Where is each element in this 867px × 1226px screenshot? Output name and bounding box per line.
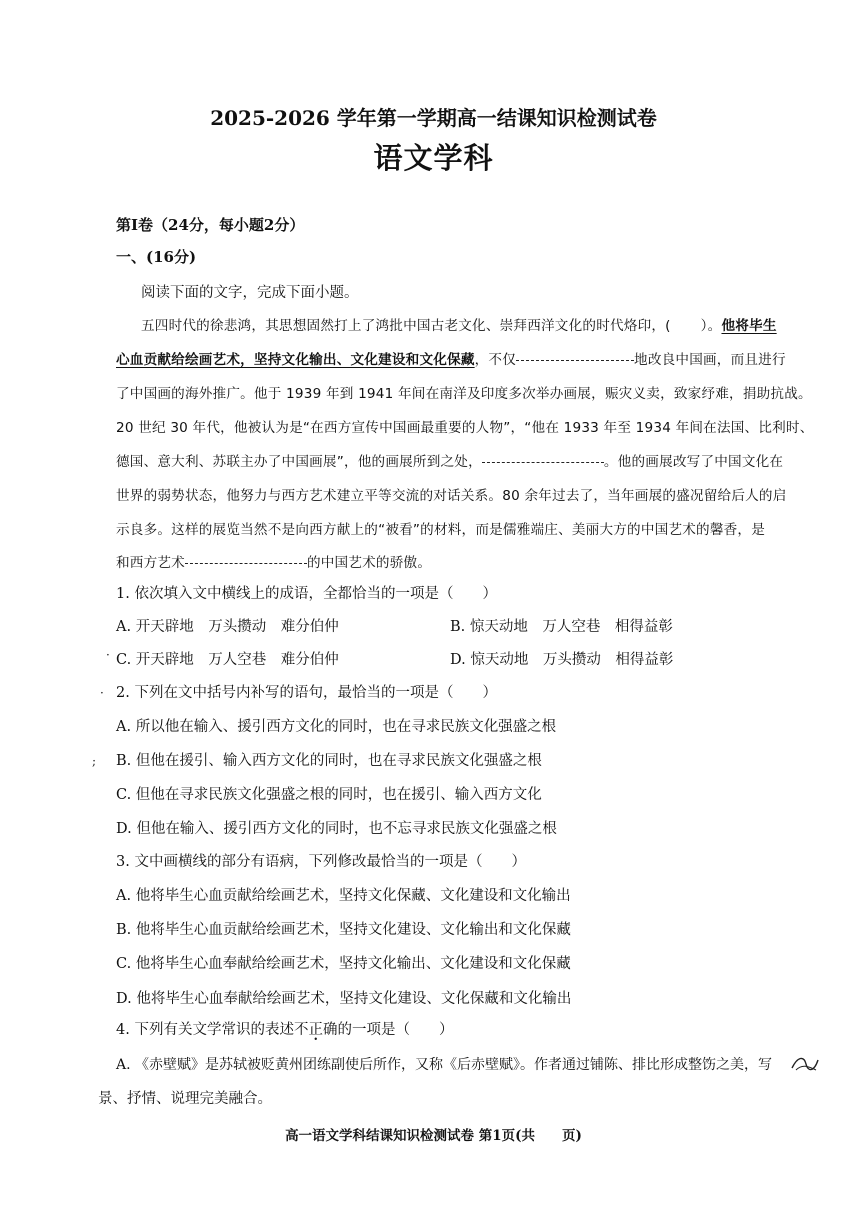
- volume-heading: 第Ⅰ卷（24分，每小题2分）: [116, 216, 305, 234]
- passage-line-7: 示良多。这样的展览当然不是向西方献上的“被看”的材料，而是儒雅端庄、美丽大方的中国艺术的馨香，是: [116, 522, 765, 538]
- fill-blank-2: [482, 461, 604, 463]
- passage-text: 。他的画展改写了中国文化在: [603, 454, 784, 470]
- question-1-option-a: A. 开天辟地 万头攒动 难分伯仲: [116, 619, 339, 635]
- passage-text: ，不仅: [474, 352, 517, 368]
- question-2-option-d: D. 但他在输入、援引西方文化的同时，也不忘寻求民族文化强盛之根: [116, 821, 557, 837]
- passage-text: 德国、意大利、苏联主办了中国画展”，他的画展所到之处，: [116, 454, 482, 470]
- passage-text: 地改良中国画，而且进行: [634, 352, 786, 368]
- underlined-sentence: 心血贡献给绘画艺术，坚持文化输出、文化建设和文化保藏: [116, 352, 475, 368]
- fill-blank-1: [516, 359, 634, 361]
- passage-line-8: [116, 551, 431, 571]
- question-2-option-b: B. 但他在援引、输入西方文化的同时，也在寻求民族文化强盛之根: [116, 753, 542, 769]
- question-3-option-a: A. 他将毕生心血贡献给绘画艺术，坚持文化保藏、文化建设和文化输出: [116, 888, 571, 904]
- passage-line-5: [116, 450, 783, 470]
- part-heading: 一、(16分): [116, 248, 197, 266]
- question-1-stem: 1. 依次填入文中横线上的成语，全都恰当的一项是（ ）: [116, 586, 497, 602]
- passage-paren-close: ）。: [700, 318, 722, 334]
- question-3-stem: 3. 文中画横线的部分有语病，下列修改最恰当的一项是（ ）: [116, 854, 526, 870]
- question-2-stem: 2. 下列在文中括号内补写的语句，最恰当的一项是（ ）: [116, 685, 497, 701]
- question-4-stem-text: 的一项是（ ）: [337, 1022, 454, 1038]
- passage-text: 五四时代的徐悲鸿，其思想固然打上了鸿批中国古老文化、崇拜西洋文化的时代烙印，(: [141, 318, 671, 334]
- question-1-option-d: D. 惊天动地 万头攒动 相得益彰: [450, 652, 674, 668]
- passage-text: 和西方艺术: [116, 555, 185, 571]
- question-2-option-a: A. 所以他在输入、援引西方文化的同时，也在寻求民族文化强盛之根: [116, 719, 557, 735]
- passage-line-3: 了中国画的海外推广。他于 1939 年到 1941 年间在南洋及印度多次举办画展，赈灾义卖，致家纾难，捐助抗战。: [116, 386, 812, 402]
- question-4-option-a-continued: 景、抒情、说理完美融合。: [98, 1091, 272, 1107]
- subject-title: 语文学科: [373, 141, 494, 175]
- scan-mark: ;: [92, 754, 97, 768]
- question-4-stem-text: 4. 下列有关文学常识的表述: [116, 1022, 294, 1038]
- question-3-option-d: D. 他将毕生心血奉献给绘画艺术，坚持文化建设、文化保藏和文化输出: [116, 991, 572, 1007]
- exam-title: 2025-2026 学年第一学期高一结课知识检测试卷: [210, 106, 657, 130]
- question-1-option-c: C. 开天辟地 万人空巷 难分伯仲: [116, 652, 339, 668]
- scan-mark: ·: [106, 648, 110, 662]
- passage-line-4: 20 世纪 30 年代，他被认为是“在西方宣传中国画最重要的人物”，“他在 1933 年至 1934 年间在法国、比利时、: [116, 420, 814, 436]
- page-footer: 高一语文学科结课知识检测试卷 第1页(共 页): [285, 1128, 582, 1144]
- question-3-option-b: B. 他将毕生心血贡献给绘画艺术，坚持文化建设、文化输出和文化保藏: [116, 922, 571, 938]
- question-1-option-b: B. 惊天动地 万人空巷 相得益彰: [450, 619, 673, 635]
- underlined-sentence-start: 他将毕生: [721, 318, 777, 334]
- fill-blank-3: [185, 562, 307, 564]
- question-2-option-c: C. 但他在寻求民族文化强盛之根的同时，也在援引、输入西方文化: [116, 787, 542, 803]
- scan-mark: ·: [100, 686, 104, 700]
- handwriting-scribble-icon: [790, 1052, 820, 1074]
- passage-line-6: 世界的弱势状态，他努力与西方艺术建立平等交流的对话关系。80 余年过去了，当年画展的盛况留给后人的启: [116, 488, 787, 504]
- emphasis-dotted-text: 不正确: [293, 1022, 338, 1038]
- reading-instruction: 阅读下面的文字，完成下面小题。: [141, 285, 359, 301]
- passage-line-2: [116, 348, 786, 368]
- passage-line-1: [141, 314, 777, 334]
- question-4-stem: [116, 1018, 453, 1039]
- passage-text: 的中国艺术的骄傲。: [306, 555, 432, 571]
- question-4-option-a: A. 《赤壁赋》是苏轼被贬黄州团练副使后所作，又称《后赤壁赋》。作者通过铺陈、排比形成整饬之美，写: [116, 1057, 773, 1073]
- question-3-option-c: C. 他将毕生心血奉献给绘画艺术，坚持文化输出、文化建设和文化保藏: [116, 956, 571, 972]
